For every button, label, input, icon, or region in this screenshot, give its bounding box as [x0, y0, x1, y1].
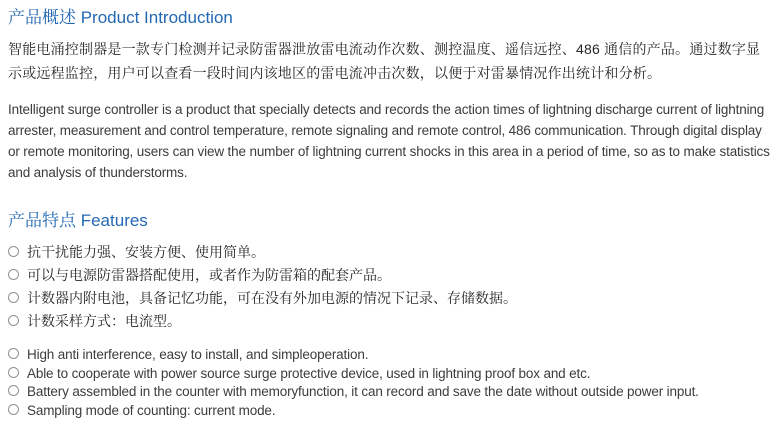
features-section: [8, 211, 774, 420]
list-item: [8, 402, 774, 421]
circle-bullet-icon: [8, 315, 19, 326]
features-list-english: [8, 346, 774, 420]
feature-text: 计数器内附电池，具备记忆功能，可在没有外加电源的情况下记录、存储数据。: [27, 290, 517, 306]
list-item: [8, 365, 774, 384]
list-item: [8, 310, 774, 333]
product-introduction-section: [8, 8, 774, 183]
features-list-chinese: [8, 241, 774, 333]
feature-text: 抗干扰能力强、安装方便、使用简单。: [27, 244, 265, 260]
intro-paragraph-chinese: 智能电涌控制器是一款专门检测并记录防雷器泄放雷电流动作次数、测控温度、遥信远控、486 通信的产品。通过数字显示或远程监控，用户可以查看一段时间内该地区的雷电流冲击次数，以便于对雷暴情况作出统计和分析。: [8, 41, 761, 81]
list-item: [8, 264, 774, 287]
circle-bullet-icon: [8, 348, 19, 359]
feature-text: 计数采样方式：电流型。: [27, 313, 181, 329]
list-item: [8, 383, 774, 402]
circle-bullet-icon: [8, 385, 19, 396]
feature-text: Sampling mode of counting: current mode.: [27, 402, 276, 418]
circle-bullet-icon: [8, 246, 19, 257]
feature-text: 可以与电源防雷器搭配使用，或者作为防雷箱的配套产品。: [27, 267, 391, 283]
feature-text: Battery assembled in the counter with memoryfunction, it can record and save the date without outside power input.: [27, 384, 699, 399]
feature-text: High anti interference, easy to install, and simpleoperation.: [27, 347, 369, 362]
features-heading: 产品特点 Features: [8, 211, 148, 230]
intro-paragraph-english: Intelligent surge controller is a product that specially detects and records the action times of lightning discharge current of lightning arrester, measurement and control temperature, remote signaling and remote control, 486 communication. Through digital display or remote monitoring, users can view the number of lightning current shocks in this area in a period of time, so as to make statistics and analysis of thunderstorms.: [8, 102, 770, 180]
product-introduction-heading: 产品概述 Product Introduction: [8, 8, 233, 27]
list-item: [8, 287, 774, 310]
circle-bullet-icon: [8, 404, 19, 415]
feature-text: Able to cooperate with power source surge protective device, used in lightning proof box and etc.: [27, 365, 591, 381]
circle-bullet-icon: [8, 292, 19, 303]
list-item: [8, 241, 774, 264]
circle-bullet-icon: [8, 367, 19, 378]
list-item: [8, 346, 774, 365]
circle-bullet-icon: [8, 269, 19, 280]
